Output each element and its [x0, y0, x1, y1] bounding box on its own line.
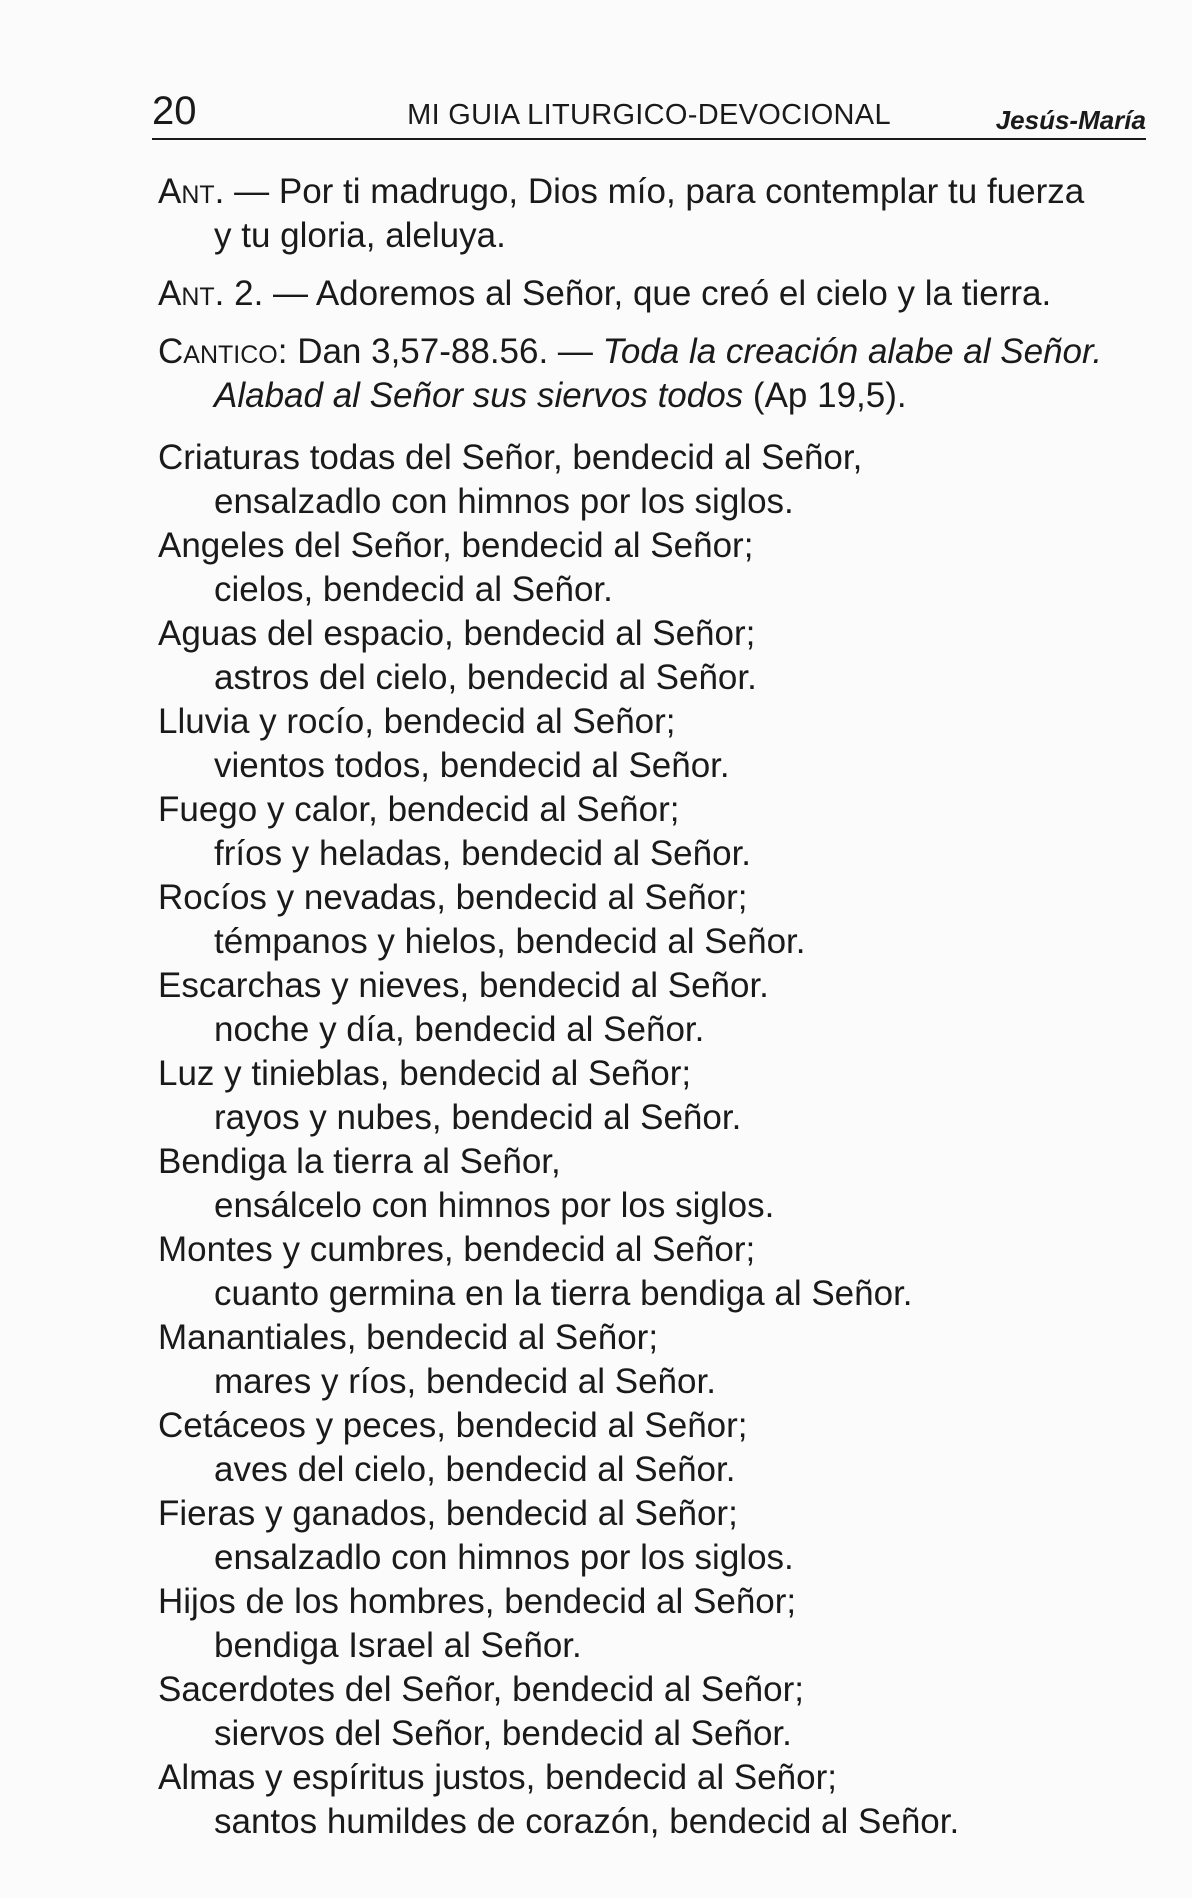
verse [158, 524, 1158, 612]
verse-line-1: Rocíos y nevadas, bendecid al Señor; [158, 878, 748, 917]
verse-line-2: cielos, bendecid al Señor. [214, 570, 613, 609]
verse-line-2: mares y ríos, bendecid al Señor. [214, 1362, 716, 1401]
verse-line-2: fríos y heladas, bendecid al Señor. [214, 834, 752, 873]
antiphon-1 [158, 170, 1158, 258]
verse [158, 1316, 1158, 1404]
verse-line-1: Criaturas todas del Señor, bendecid al Señor, [158, 438, 863, 477]
verse [158, 1228, 1158, 1316]
verse-list [158, 436, 1158, 1844]
verse-line-1: Cetáceos y peces, bendecid al Señor; [158, 1406, 748, 1445]
cantico-line-2 [158, 374, 1158, 418]
verse-line-2: rayos y nubes, bendecid al Señor. [214, 1098, 742, 1137]
cantico-label: Cantico: [158, 332, 288, 371]
verse [158, 1404, 1158, 1492]
antiphon-2-label: Ant. 2. [158, 274, 264, 313]
verse [158, 1668, 1158, 1756]
verse-line-2: siervos del Señor, bendecid al Señor. [214, 1714, 792, 1753]
cantico-subtitle-reference: (Ap 19,5). [752, 376, 907, 415]
verse-line-2: témpanos y hielos, bendecid al Señor. [214, 922, 806, 961]
page-number: 20 [152, 89, 197, 133]
verse [158, 436, 1158, 524]
antiphon-2 [158, 272, 1158, 316]
verse-line-2: noche y día, bendecid al Señor. [214, 1010, 705, 1049]
verse [158, 1052, 1158, 1140]
verse-line-2: astros del cielo, bendecid al Señor. [214, 658, 757, 697]
verse-line-2: cuanto germina en la tierra bendiga al Señor. [214, 1274, 913, 1313]
verse [158, 964, 1158, 1052]
verse [158, 700, 1158, 788]
verse [158, 1756, 1158, 1844]
verse-line-2: aves del cielo, bendecid al Señor. [214, 1450, 736, 1489]
verse-line-1: Hijos de los hombres, bendecid al Señor; [158, 1582, 797, 1621]
verse-line-2: ensalzadlo con himnos por los siglos. [214, 1538, 794, 1577]
verse-line-1: Montes y cumbres, bendecid al Señor; [158, 1230, 756, 1269]
verse-line-1: Fuego y calor, bendecid al Señor; [158, 790, 680, 829]
verse-line-1: Almas y espíritus justos, bendecid al Señor; [158, 1758, 837, 1797]
verse-line-1: Manantiales, bendecid al Señor; [158, 1318, 659, 1357]
verse [158, 1140, 1158, 1228]
cantico-heading [158, 330, 1158, 418]
verse-line-1: Lluvia y rocío, bendecid al Señor; [158, 702, 676, 741]
verse [158, 612, 1158, 700]
verse-line-2: ensálcelo con himnos por los siglos. [214, 1186, 775, 1225]
verse-line-2: ensalzadlo con himnos por los siglos. [214, 482, 794, 521]
running-title: MI GUIA LITURGICO-DEVOCIONAL [407, 99, 891, 131]
page-body [158, 170, 1158, 1844]
verse [158, 1492, 1158, 1580]
verse-line-1: Sacerdotes del Señor, bendecid al Señor; [158, 1670, 804, 1709]
verse-line-1: Aguas del espacio, bendecid al Señor; [158, 614, 756, 653]
antiphon-label: Ant. [158, 172, 225, 211]
verse-line-2: bendiga Israel al Señor. [214, 1626, 582, 1665]
antiphon-text-line-1: — Por ti madrugo, Dios mío, para contemplar tu fuerza [234, 172, 1085, 211]
verse [158, 788, 1158, 876]
antiphon-text-line-2: y tu gloria, aleluya. [214, 216, 506, 255]
verse-line-1: Luz y tinieblas, bendecid al Señor; [158, 1054, 692, 1093]
cantico-title: Toda la creación alabe al Señor. [602, 332, 1103, 371]
verse-line-1: Angeles del Señor, bendecid al Señor; [158, 526, 754, 565]
verse-line-1: Fieras y ganados, bendecid al Señor; [158, 1494, 738, 1533]
verse-line-1: Bendiga la tierra al Señor, [158, 1142, 561, 1181]
antiphon-2-text: — Adoremos al Señor, que creó el cielo y la tierra. [273, 274, 1052, 313]
verse [158, 876, 1158, 964]
cantico-reference: Dan 3,57-88.56. — [297, 332, 593, 371]
page-header [152, 88, 1146, 140]
verse-line-1: Escarchas y nieves, bendecid al Señor. [158, 966, 769, 1005]
verse [158, 1580, 1158, 1668]
verse-line-2: vientos todos, bendecid al Señor. [214, 746, 730, 785]
verse-line-2: santos humildes de corazón, bendecid al Señor. [214, 1802, 960, 1841]
cantico-subtitle: Alabad al Señor sus siervos todos [214, 376, 744, 415]
header-tag: Jesús-María [995, 105, 1146, 135]
